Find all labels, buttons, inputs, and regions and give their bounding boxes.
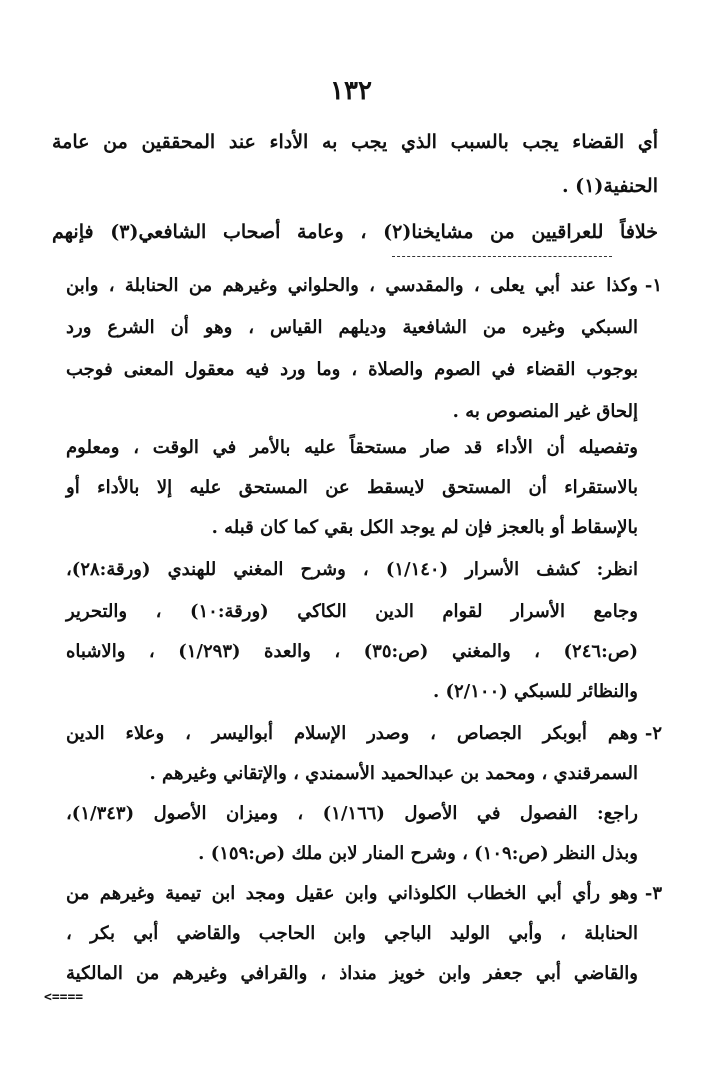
footnote-number: ١- [644, 275, 662, 296]
footnote-line: السبكي وغيره من الشافعية وديلهم القياس ، وهو أن الشرع ورد [66, 317, 638, 338]
footnote-line: والقاضي أبي جعفر وابن خويز منداذ ، والقرافي وغيرهم من المالكية [66, 963, 638, 984]
main-text-line: خلافاً للعراقيين من مشايخنا(٢) ، وعامة أصحاب الشافعي(٣) فإنهم [52, 221, 658, 243]
footnote-line: راجع: الفصول في الأصول (١/١٦٦) ، وميزان الأصول (١/٣٤٣)، [66, 803, 638, 824]
footnote-line: إلحاق غير المنصوص به . [452, 401, 638, 422]
footnote-line: (ص:٢٤٦) ، والمغني (ص:٣٥) ، والعدة (١/٢٩٣) ، والاشباه [66, 641, 638, 662]
footnote-line: انظر: كشف الأسرار (١/١٤٠) ، وشرح المغني للهندي (ورقة:٢٨)، [66, 559, 638, 580]
footnote-separator [392, 256, 612, 257]
page-number: ١٣٢ [330, 76, 372, 106]
footnote-line: بوجوب القضاء في الصوم والصلاة ، وما ورد فيه معقول المعنى فوجب [66, 359, 638, 380]
footnote-line: وبذل النظر (ص:١٠٩) ، وشرح المنار لابن ملك (ص:١٥٩) . [198, 843, 638, 864]
footnote-number: ٢- [644, 723, 662, 744]
footnote-line: الحنابلة ، وأبي الوليد الباجي وابن الحاجب والقاضي أبي بكر ، [66, 923, 638, 944]
footnote-line: وهم أبوبكر الجصاص ، وصدر الإسلام أبواليسر ، وعلاء الدين [66, 723, 638, 744]
footnote-line: والنظائر للسبكي (٢/١٠٠) . [432, 681, 638, 702]
footnote-line: السمرقندي ، ومحمد بن عبدالحميد الأسمندي ، والإتقاني وغيرهم . [149, 763, 638, 784]
footnote-line: وكذا عند أبي يعلى ، والمقدسي ، والحلواني وغيرهم من الحنابلة ، وابن [66, 275, 638, 296]
footnote-line: وجامع الأسرار لقوام الدين الكاكي (ورقة:١٠) ، والتحرير [66, 601, 639, 622]
continue-marker: <==== [44, 990, 84, 1005]
main-text-line: الحنفية(١) . [561, 175, 658, 197]
footnote-line: وتفصيله أن الأداء قد صار مستحقاً عليه بالأمر في الوقت ، ومعلوم [66, 437, 638, 458]
footnote-line: بالاستقراء أن المستحق لايسقط عن المستحق عليه إلا بالأداء أو [66, 477, 638, 498]
main-text-line: أي القضاء يجب بالسبب الذي يجب به الأداء عند المحققين من عامة [52, 131, 658, 153]
footnote-number: ٣- [644, 883, 662, 904]
footnote-line: بالإسقاط أو بالعجز فإن لم يوجد الكل بقي كما كان قبله . [211, 517, 638, 538]
footnote-line: وهو رأي أبي الخطاب الكلوذاني وابن عقيل ومجد ابن تيمية وغيرهم من [66, 883, 638, 904]
